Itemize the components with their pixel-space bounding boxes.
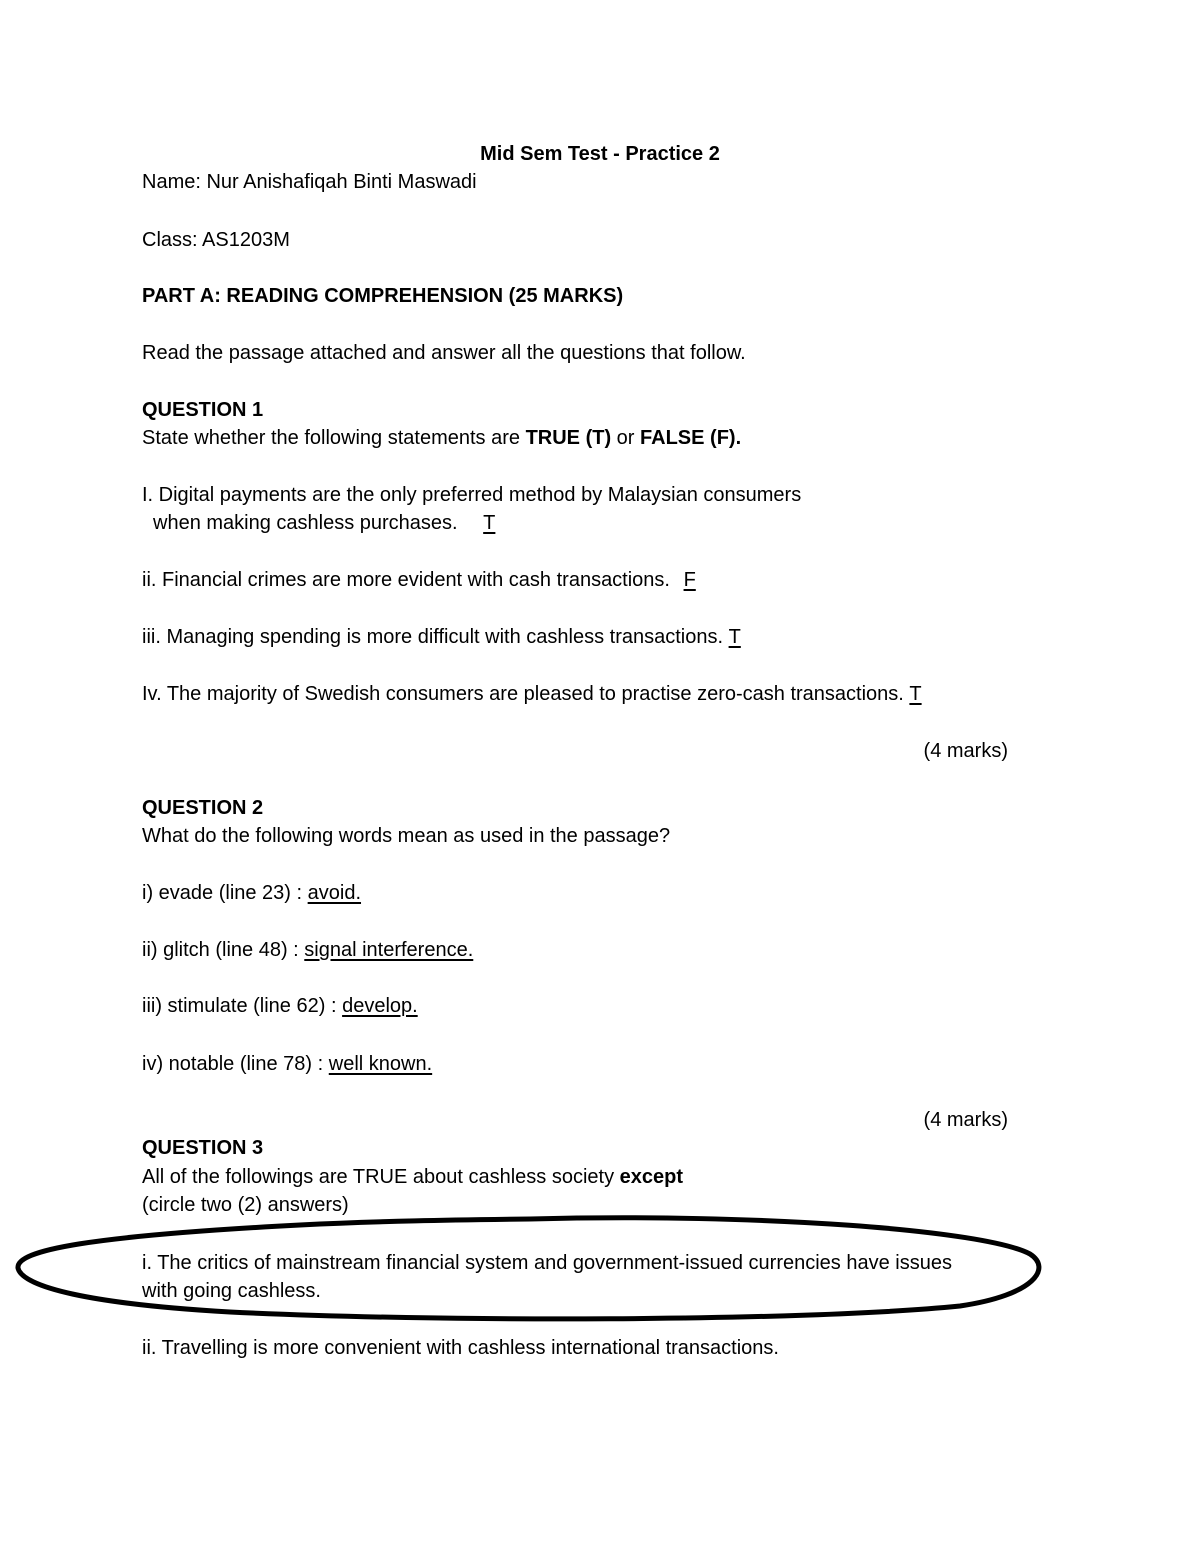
q1-heading: QUESTION 1: [142, 399, 264, 421]
q3-prompt-prefix: All of the followings are TRUE about cashless society: [142, 1166, 615, 1188]
q2-item-4-label: iv) notable (line 78) :: [142, 1053, 324, 1075]
q1-item-2-text: ii. Financial crimes are more evident with cash transactions.: [142, 569, 670, 591]
q1-false-label: FALSE (F).: [640, 427, 742, 449]
q3-option-1-line2: with going cashless.: [142, 1280, 321, 1302]
q2-item-4-answer: well known.: [328, 1053, 433, 1075]
q3-heading: QUESTION 3: [142, 1137, 264, 1159]
q1-item-1-answer: T: [483, 512, 496, 534]
q1-item-4: [142, 680, 922, 708]
q2-item-2: [142, 936, 473, 964]
q1-item-2-answer: F: [683, 569, 696, 591]
q1-item-3: [142, 623, 741, 651]
q1-item-1-line2: [153, 509, 501, 537]
q2-heading: QUESTION 2: [142, 797, 264, 819]
q2-item-1-label: i) evade (line 23) :: [142, 882, 303, 904]
q1-item-1-text: when making cashless purchases.: [153, 512, 458, 534]
q1-prompt-prefix: State whether the following statements are: [142, 427, 520, 449]
q1-true-label: TRUE (T): [525, 427, 612, 449]
q3-option-1-line1: i. The critics of mainstream financial system and government-issued currencies have issues: [142, 1252, 952, 1274]
part-a-heading: PART A: READING COMPREHENSION (25 MARKS): [142, 285, 624, 307]
q1-item-2: [142, 566, 698, 594]
q2-item-2-answer: signal interference.: [304, 939, 474, 961]
q2-item-1-answer: avoid.: [307, 882, 362, 904]
part-a-instruction: Read the passage attached and answer all the questions that follow.: [142, 342, 746, 364]
q3-option-2: ii. Travelling is more convenient with cashless international transactions.: [142, 1337, 779, 1359]
q1-or-word: or: [616, 427, 635, 449]
student-class: Class: AS1203M: [142, 229, 290, 251]
q1-item-1-line1: I. Digital payments are the only preferred method by Malaysian consumers: [142, 484, 802, 506]
q2-item-2-label: ii) glitch (line 48) :: [142, 939, 299, 961]
q1-item-3-text: iii. Managing spending is more difficult with cashless transactions.: [142, 626, 724, 648]
q2-item-3-answer: develop.: [342, 995, 418, 1017]
student-name: Name: Nur Anishafiqah Binti Maswadi: [142, 171, 477, 193]
q2-item-3: [142, 992, 418, 1020]
q1-prompt: [142, 424, 741, 452]
q3-prompt-emphasis: except: [619, 1166, 684, 1188]
q1-marks: (4 marks): [923, 740, 1008, 762]
q2-prompt: What do the following words mean as used in the passage?: [142, 825, 671, 847]
page-title: Mid Sem Test - Practice 2: [480, 143, 720, 165]
q2-item-1: [142, 879, 361, 907]
q2-item-4: [142, 1050, 432, 1078]
q2-item-3-label: iii) stimulate (line 62) :: [142, 995, 337, 1017]
q3-prompt-note: (circle two (2) answers): [142, 1194, 349, 1216]
q1-item-3-answer: T: [728, 626, 741, 648]
q3-prompt: [142, 1163, 683, 1191]
q1-item-4-answer: T: [909, 683, 922, 705]
q2-marks: (4 marks): [923, 1109, 1008, 1131]
q1-item-4-text: Iv. The majority of Swedish consumers are pleased to practise zero-cash transactions.: [142, 683, 904, 705]
